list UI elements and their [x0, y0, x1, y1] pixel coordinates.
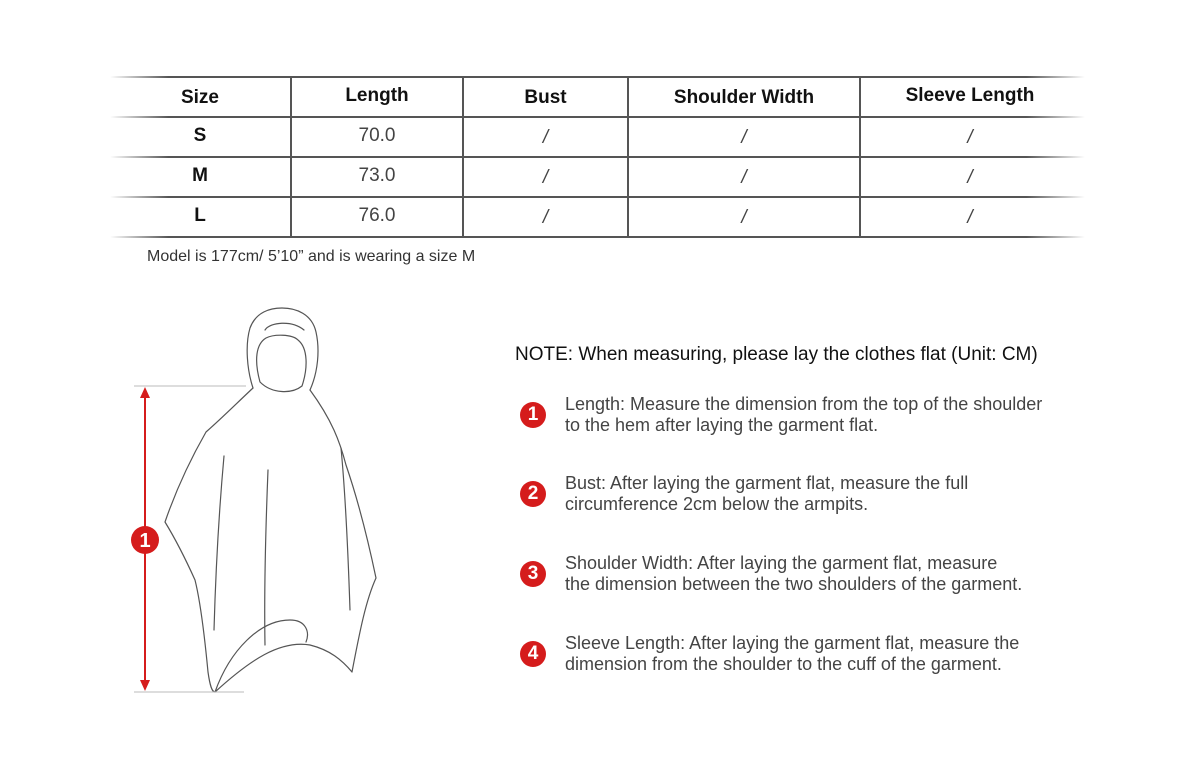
bust-cell: / — [542, 207, 549, 228]
step-line: Shoulder Width: After laying the garment flat, measure — [565, 553, 998, 573]
poncho-illustration — [120, 300, 380, 710]
step-number-badge: 4 — [520, 641, 546, 667]
bust-cell: / — [542, 127, 549, 148]
step-text — [565, 553, 1105, 595]
step-line: Length: Measure the dimension from the top of the shoulder — [565, 394, 1043, 414]
size-cell: M — [192, 165, 208, 186]
length-cell: 70.0 — [358, 125, 396, 146]
front-fold — [214, 456, 224, 630]
header-bust: Bust — [524, 87, 567, 108]
step-line: dimension from the shoulder to the cuff of the garment. — [565, 654, 1002, 674]
poncho-body-outline — [165, 388, 376, 692]
step-number-badge: 2 — [520, 481, 546, 507]
hood-face-opening — [257, 335, 306, 391]
header-length: Length — [345, 85, 409, 106]
step-line: Bust: After laying the garment flat, measure the full — [565, 473, 969, 493]
size-cell: S — [193, 125, 207, 146]
step-text — [565, 394, 1105, 436]
front-fold — [265, 470, 268, 645]
header-sleeve-length: Sleeve Length — [905, 85, 1035, 106]
sleeve-length-cell: / — [967, 207, 973, 228]
sleeve-length-cell: / — [967, 167, 973, 188]
hood-seam — [265, 323, 304, 330]
header-size: Size — [180, 87, 220, 108]
step-line: the dimension between the two shoulders of the garment. — [565, 574, 1023, 594]
arrow-down-icon — [140, 680, 150, 691]
step-number-badge: 3 — [520, 561, 546, 587]
bust-cell: / — [542, 167, 549, 188]
length-cell: 76.0 — [358, 205, 396, 226]
step-text — [565, 473, 1105, 515]
header-shoulder-width: Shoulder Width — [673, 87, 815, 108]
step-text — [565, 633, 1105, 675]
step-number-badge: 1 — [520, 402, 546, 428]
step-line: to the hem after laying the garment flat. — [565, 415, 879, 435]
length-marker-number: 1 — [139, 530, 151, 552]
measuring-note-title: NOTE: When measuring, please lay the clothes flat (Unit: CM) — [515, 344, 1038, 365]
size-cell: L — [194, 205, 206, 226]
sleeve-length-cell: / — [967, 127, 973, 148]
size-table — [110, 76, 1085, 238]
step-line: Sleeve Length: After laying the garment flat, measure the — [565, 633, 1020, 653]
length-cell: 73.0 — [358, 165, 396, 186]
step-line: circumference 2cm below the armpits. — [565, 494, 869, 514]
model-note: Model is 177cm/ 5’10” and is wearing a size M — [147, 248, 476, 265]
shoulder-width-cell: / — [741, 207, 747, 228]
arrow-up-icon — [140, 387, 150, 398]
shoulder-width-cell: / — [741, 127, 747, 148]
shoulder-width-cell: / — [741, 167, 747, 188]
